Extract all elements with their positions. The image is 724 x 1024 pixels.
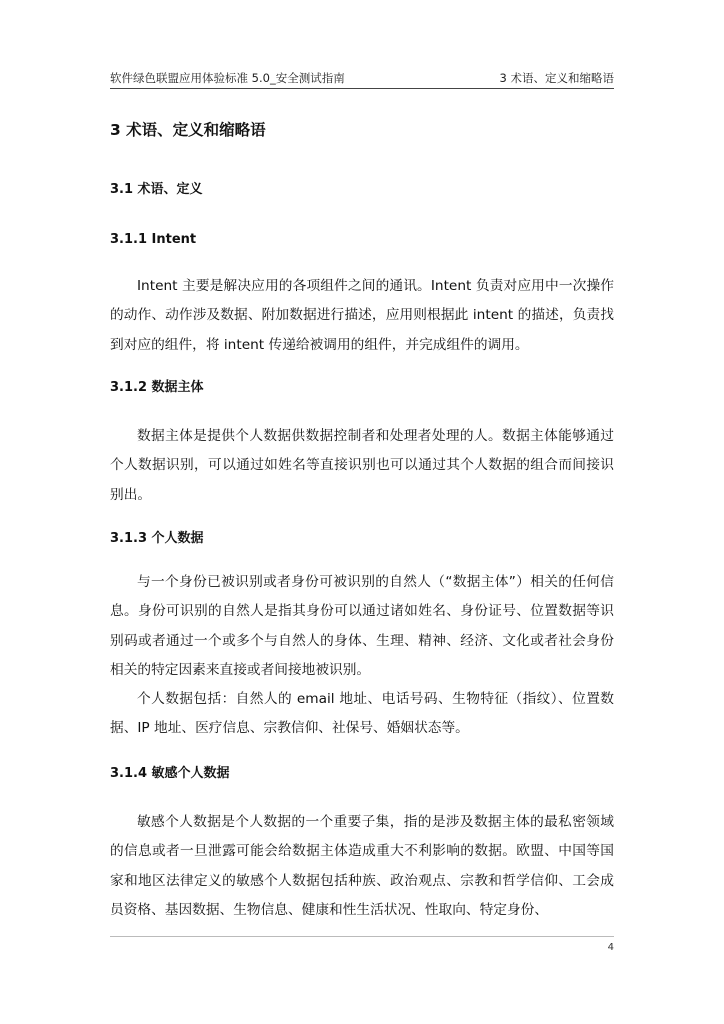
- subsection-title-sensitive-data: 3.1.4 敏感个人数据: [110, 766, 230, 781]
- section-title: 3.1 术语、定义: [110, 182, 203, 197]
- paragraph-sensitive-data: 敏感个人数据是个人数据的一个重要子集，指的是涉及数据主体的最私密领域的信息或者一旦泄露可能会给数据主体造成重大不利影响的数据。欧盟、中国等国家和地区法律定义的敏感个人数据包括种族、政治观点、宗教和哲学信仰、工会成员资格、基因数据、生物信息、健康和性生活状况、性取向、特定身份、: [110, 814, 614, 918]
- chapter-title: 3 术语、定义和缩略语: [110, 121, 266, 139]
- header-document-title: 软件绿色联盟应用体验标准 5.0_安全测试指南: [110, 71, 345, 85]
- page-header: [110, 70, 614, 86]
- subsection-title-data-subject: 3.1.2 数据主体: [110, 380, 204, 395]
- subsection-title-personal-data: 3.1.3 个人数据: [110, 531, 204, 546]
- footer-divider: [110, 936, 614, 937]
- paragraph-personal-data: 与一个身份已被识别或者身份可被识别的自然人（“数据主体”）相关的任何信息。身份可识别的自然人是指其身份可以通过诸如姓名、身份证号、位置数据等识别码或者通过一个或多个与自然人的身体、生理、精神、经济、文化或者社会身份相关的特定因素来直接或者间接地被识别。: [110, 574, 614, 678]
- subsection-title-intent: 3.1.1 Intent: [110, 232, 197, 247]
- header-divider: [110, 88, 614, 89]
- page-number: 4: [607, 942, 614, 953]
- paragraph-data-subject: 数据主体是提供个人数据供数据控制者和处理者处理的人。数据主体能够通过个人数据识别，可以通过如姓名等直接识别也可以通过其个人数据的组合而间接识别出。: [110, 428, 614, 503]
- header-chapter-title: 3 术语、定义和缩略语: [499, 71, 614, 85]
- paragraph-personal-data-examples: 个人数据包括：自然人的 email 地址、电话号码、生物特征（指纹）、位置数据、IP 地址、医疗信息、宗教信仰、社保号、婚姻状态等。: [110, 691, 614, 737]
- paragraph-intent: Intent 主要是解决应用的各项组件之间的通讯。Intent 负责对应用中一次操作的动作、动作涉及数据、附加数据进行描述，应用则根据此 intent 的描述，负责找到对应的组件，将 intent 传递给被调用的组件，并完成组件的调用。: [110, 278, 614, 353]
